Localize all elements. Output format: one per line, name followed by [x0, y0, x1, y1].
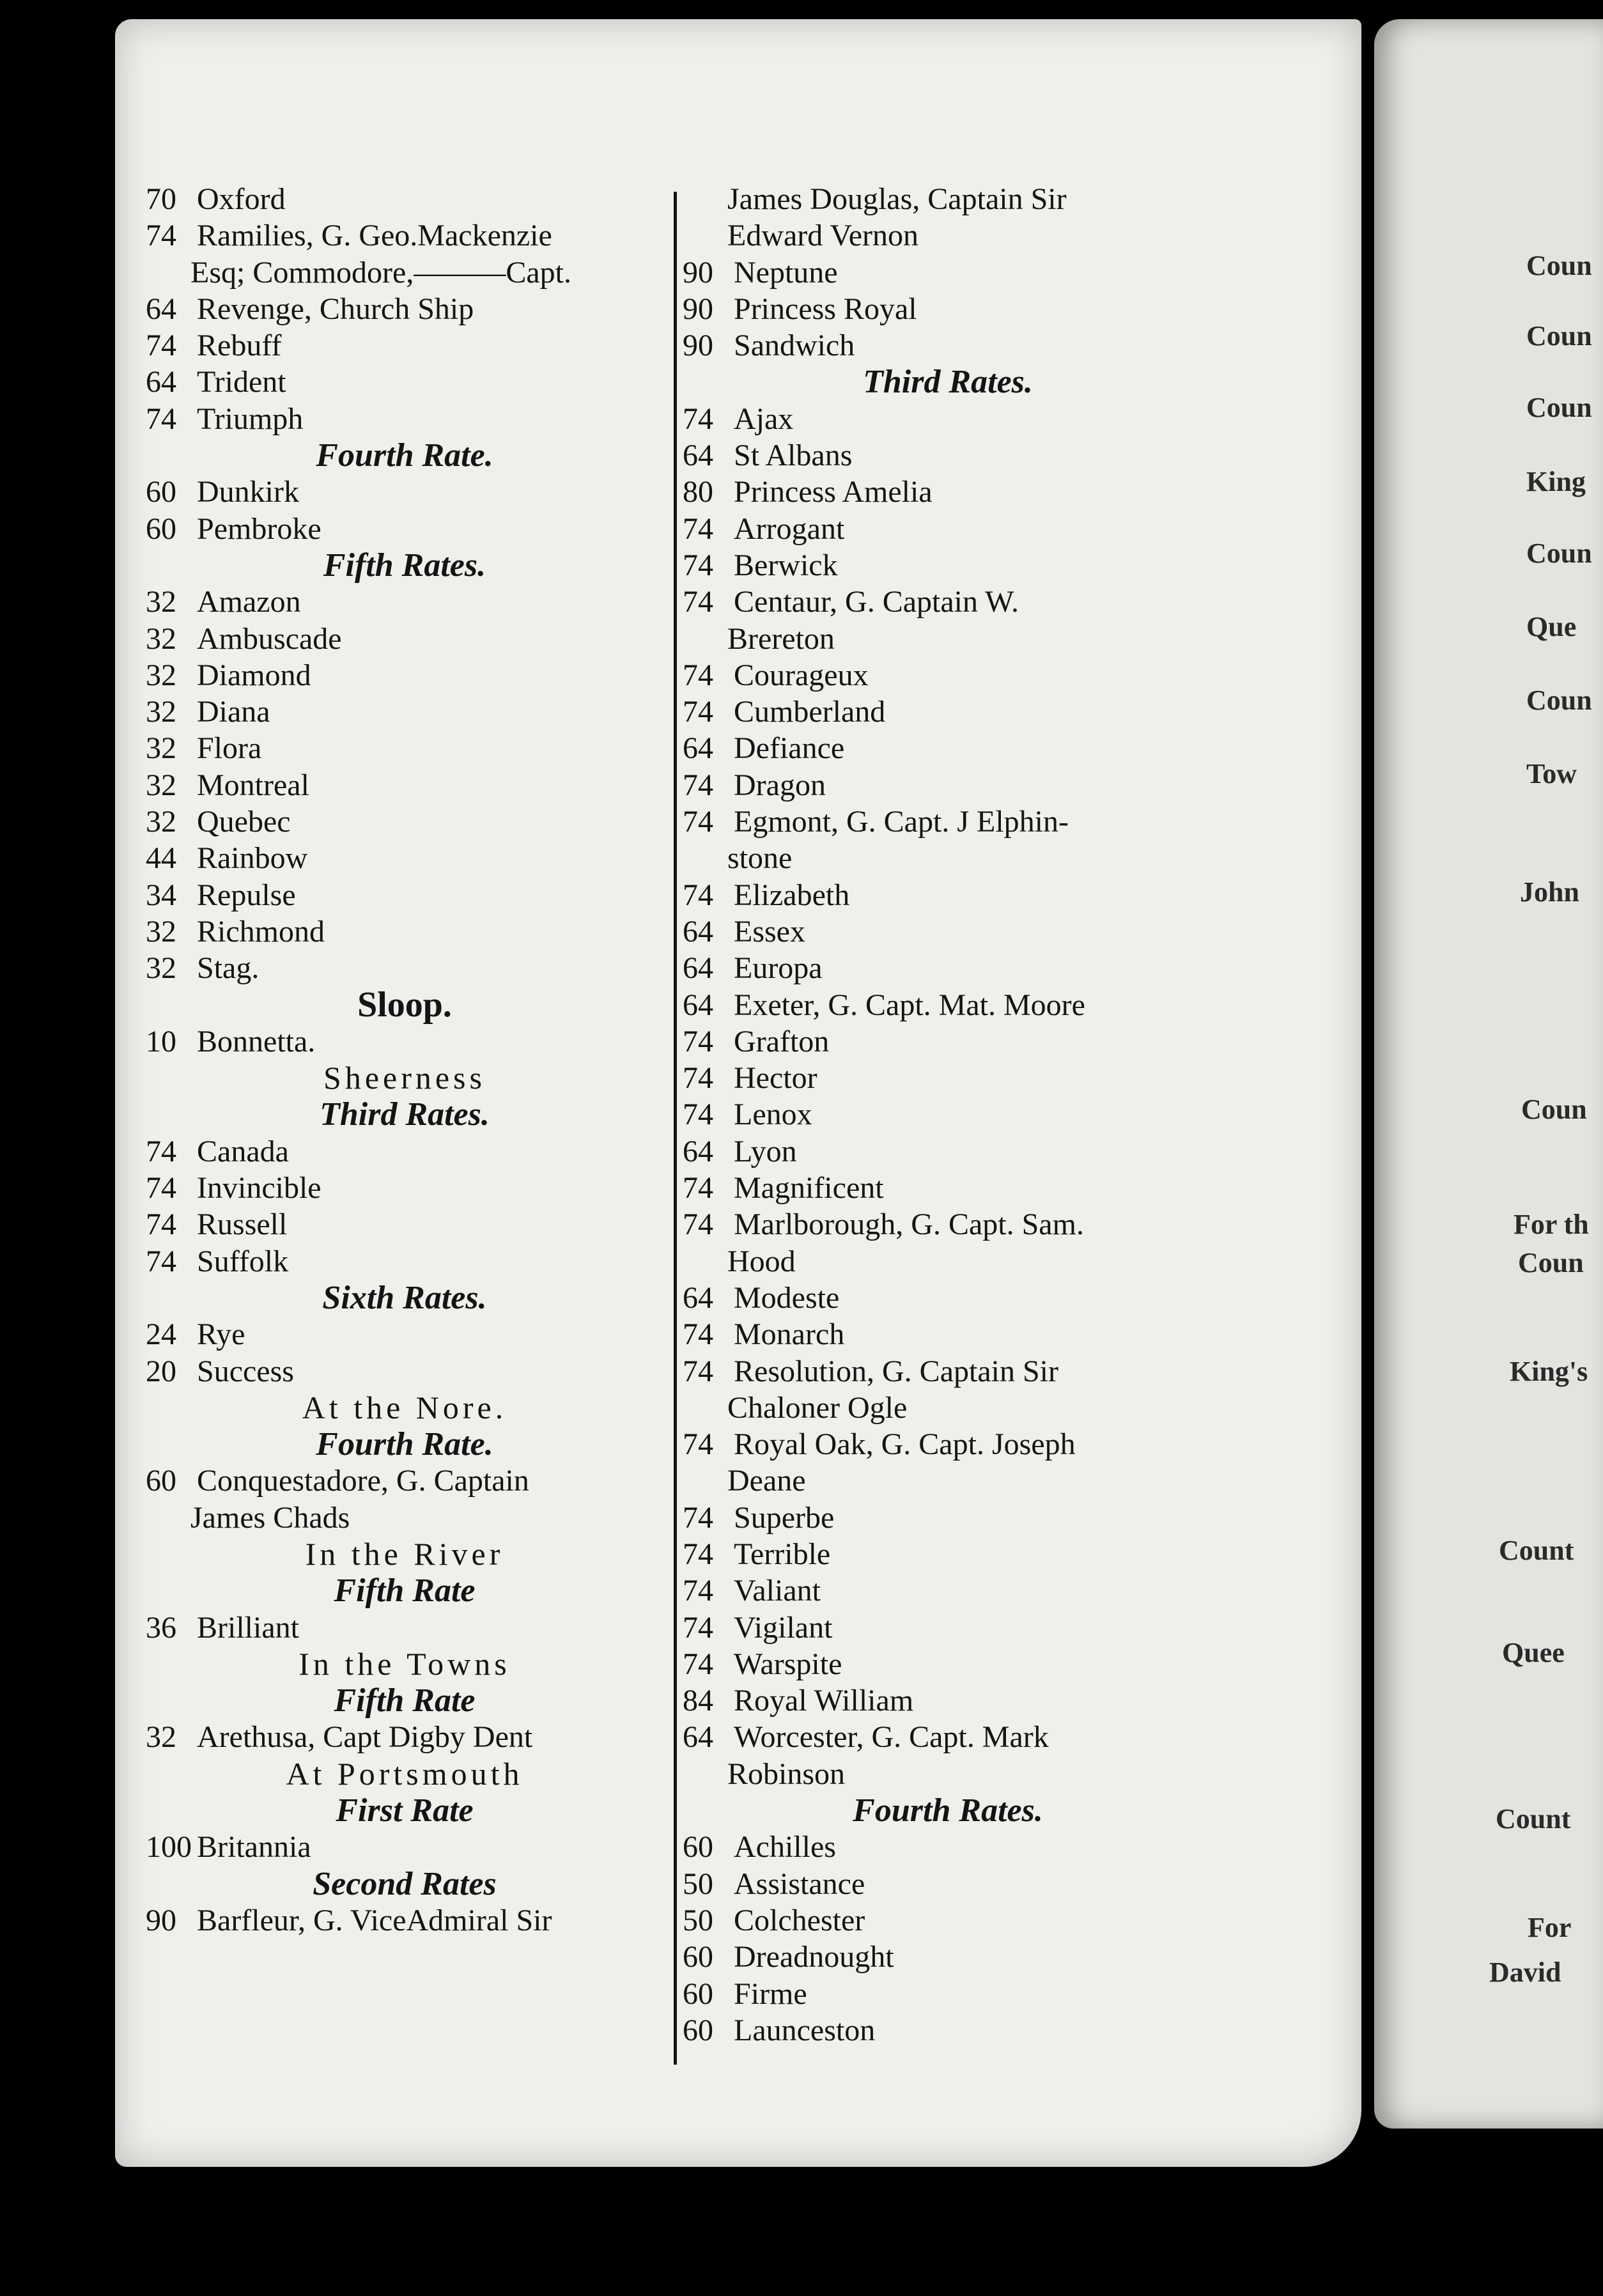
continuation-line: Brereton — [727, 621, 835, 656]
gun-rating: 64 — [683, 951, 713, 986]
ship-name: Quebec — [197, 805, 291, 839]
ship-entry — [146, 950, 663, 986]
gun-rating: 64 — [146, 291, 176, 326]
ship-entry — [683, 877, 1213, 913]
ship-name: Repulse — [197, 878, 296, 912]
ship-name: Royal Oak, G. Capt. Joseph — [734, 1427, 1076, 1462]
gun-rating: 74 — [146, 1134, 176, 1168]
rate-heading: Sixth Rates. — [322, 1279, 487, 1316]
ship-entry — [683, 694, 1213, 730]
ship-entry — [146, 1610, 663, 1646]
ship-name: St Albans — [734, 438, 853, 473]
gun-rating: 32 — [146, 731, 176, 766]
adjacent-page-fragment: Coun — [1526, 685, 1592, 716]
ship-entry — [683, 950, 1213, 986]
gun-rating: 36 — [146, 1610, 176, 1645]
gun-rating: 64 — [683, 731, 713, 766]
adjacent-page-fragment: King's — [1510, 1356, 1588, 1387]
adjacent-page-fragment: Coun — [1526, 538, 1592, 569]
adjacent-page-fragment: David — [1489, 1957, 1561, 1988]
ship-name: Princess Royal — [734, 291, 917, 326]
ship-entry — [683, 803, 1213, 840]
ship-entry — [683, 2012, 1213, 2049]
rate-heading: Third Rates. — [320, 1096, 490, 1133]
ship-entry — [683, 1133, 1213, 1170]
ship-entry — [683, 767, 1213, 803]
ship-name: Ramilies, G. Geo.Mackenzie — [197, 219, 552, 253]
adjacent-page-fragment: Coun — [1521, 1094, 1587, 1125]
ship-name: Pembroke — [197, 511, 321, 546]
ship-entry — [146, 1462, 663, 1499]
continuation-line: Chaloner Ogle — [727, 1390, 908, 1425]
ship-entry — [146, 621, 663, 657]
ship-name: Magnificent — [734, 1171, 884, 1206]
ship-entry — [683, 1572, 1213, 1609]
ship-name: Ajax — [734, 401, 794, 436]
ship-name: Brilliant — [197, 1610, 299, 1645]
continuation-line: Deane — [727, 1464, 806, 1498]
continuation-line: James Chads — [190, 1500, 350, 1535]
ship-entry — [146, 1353, 663, 1390]
ship-name: Rainbow — [197, 841, 308, 876]
rate-heading: Fourth Rate. — [316, 437, 493, 474]
ship-entry — [683, 254, 1213, 291]
ship-name: Success — [197, 1354, 294, 1388]
continuation-line: Robinson — [727, 1757, 846, 1791]
gun-rating: 74 — [146, 1244, 176, 1278]
ship-entry — [146, 913, 663, 950]
ship-entry — [146, 657, 663, 694]
ship-entry — [683, 1206, 1213, 1243]
ship-entry — [146, 1023, 663, 1060]
ship-name: Launceston — [734, 2013, 876, 2047]
gun-rating: 74 — [683, 805, 713, 839]
ship-entry — [146, 217, 663, 254]
column-divider — [674, 192, 677, 2065]
ship-name: Flora — [197, 731, 262, 766]
gun-rating: 74 — [683, 401, 713, 436]
ship-name: Superbe — [734, 1500, 835, 1535]
adjacent-page-fragment: Coun — [1526, 320, 1592, 352]
gun-rating: 74 — [146, 219, 176, 253]
gun-rating: 32 — [146, 951, 176, 986]
gun-rating: 90 — [683, 329, 713, 363]
gun-rating: 74 — [683, 1427, 713, 1462]
gun-rating: 74 — [683, 695, 713, 729]
gun-rating: 74 — [683, 1207, 713, 1242]
ship-name: Rye — [197, 1317, 245, 1352]
station-heading: At Portsmouth — [286, 1755, 523, 1792]
gun-rating: 74 — [683, 658, 713, 692]
rate-heading: Second Rates — [313, 1865, 497, 1902]
ship-name: Diamond — [197, 658, 311, 692]
ship-name: Ambuscade — [197, 621, 342, 656]
gun-rating: 24 — [146, 1317, 176, 1352]
ship-name: Assistance — [734, 1866, 865, 1901]
gun-rating: 74 — [683, 1500, 713, 1535]
continuation-line: Esq; Commodore,———Capt. — [190, 255, 571, 290]
gun-rating: 20 — [146, 1354, 176, 1388]
ship-entry — [683, 327, 1213, 364]
gun-rating: 44 — [146, 841, 176, 876]
gun-rating: 60 — [683, 1976, 713, 2011]
ship-name: Revenge, Church Ship — [197, 291, 474, 326]
gun-rating: 60 — [683, 1940, 713, 1974]
ship-name: Elizabeth — [734, 878, 850, 912]
ship-name: Dunkirk — [197, 475, 299, 509]
gun-rating: 70 — [146, 182, 176, 216]
ship-entry — [683, 1682, 1213, 1719]
gun-rating: 32 — [146, 805, 176, 839]
ship-name: Richmond — [197, 914, 325, 949]
ship-name: Diana — [197, 695, 270, 729]
ship-name: Berwick — [734, 548, 838, 582]
adjacent-page-fragment: Coun — [1526, 392, 1592, 423]
ship-entry — [683, 1353, 1213, 1390]
ship-entry — [683, 291, 1213, 327]
ship-entry — [146, 1316, 663, 1353]
ship-name: Stag. — [197, 951, 259, 986]
gun-rating: 64 — [683, 1134, 713, 1168]
ship-entry — [683, 1610, 1213, 1646]
gun-rating: 60 — [146, 475, 176, 509]
ship-entry — [146, 840, 663, 876]
ship-name: Essex — [734, 914, 805, 949]
gun-rating: 32 — [146, 914, 176, 949]
ship-entry — [683, 1829, 1213, 1865]
station-heading: At the Nore. — [302, 1389, 507, 1425]
ship-name: Cumberland — [734, 695, 886, 729]
ship-entry — [683, 987, 1213, 1023]
ship-entry — [146, 327, 663, 364]
ship-entry — [683, 1646, 1213, 1682]
ship-name: Arethusa, Capt Digby Dent — [197, 1720, 533, 1755]
gun-rating: 74 — [146, 401, 176, 436]
ship-entry — [683, 657, 1213, 694]
ship-entry — [683, 401, 1213, 437]
ship-name: Firme — [734, 1976, 807, 2011]
ship-name: Britannia — [197, 1830, 311, 1865]
ship-entry — [683, 1060, 1213, 1096]
ship-entry — [146, 877, 663, 913]
ship-entry — [683, 1023, 1213, 1060]
ship-name: Defiance — [734, 731, 845, 766]
ship-name: Arrogant — [734, 511, 845, 546]
ship-entry — [683, 1866, 1213, 1902]
gun-rating: 74 — [683, 1171, 713, 1206]
ship-name: Worcester, G. Capt. Mark — [734, 1720, 1049, 1755]
gun-rating: 74 — [683, 1574, 713, 1608]
rate-heading: Fifth Rate — [334, 1572, 476, 1610]
gun-rating: 64 — [683, 914, 713, 949]
ship-name: Lyon — [734, 1134, 797, 1168]
left-column — [146, 181, 663, 1939]
adjacent-page-fragment: King — [1526, 466, 1586, 497]
adjacent-page-fragment: Tow — [1526, 758, 1577, 789]
gun-rating: 60 — [683, 1830, 713, 1865]
ship-entry — [146, 584, 663, 620]
ship-entry — [683, 1280, 1213, 1316]
gun-rating: 74 — [683, 1354, 713, 1388]
ship-name: Achilles — [734, 1830, 836, 1865]
ship-name: Suffolk — [197, 1244, 289, 1278]
gun-rating: 74 — [683, 585, 713, 619]
ship-name: Marlborough, G. Capt. Sam. — [734, 1207, 1084, 1242]
ship-name: Hector — [734, 1061, 817, 1096]
gun-rating: 80 — [683, 475, 713, 509]
gun-rating: 64 — [683, 1720, 713, 1755]
ship-entry — [146, 1902, 663, 1939]
adjacent-page-fragment: For — [1528, 1912, 1572, 1943]
ship-entry — [146, 474, 663, 510]
adjacent-page-fragment: Coun — [1526, 250, 1592, 281]
gun-rating: 32 — [146, 768, 176, 802]
gun-rating: 90 — [683, 255, 713, 290]
ship-entry — [146, 511, 663, 547]
ship-name: Canada — [197, 1134, 289, 1168]
adjacent-page-fragment: Count — [1499, 1535, 1574, 1566]
ship-name: Trident — [197, 365, 286, 399]
gun-rating: 60 — [146, 511, 176, 546]
ship-entry — [683, 1902, 1213, 1939]
ship-name: Vigilant — [734, 1610, 833, 1645]
gun-rating: 50 — [683, 1903, 713, 1937]
ship-name: Terrible — [734, 1537, 831, 1571]
gun-rating: 74 — [683, 768, 713, 802]
ship-name: Oxford — [197, 182, 286, 216]
ship-entry — [146, 694, 663, 730]
gun-rating: 32 — [146, 695, 176, 729]
ship-entry — [146, 1719, 663, 1755]
gun-rating: 74 — [683, 1098, 713, 1132]
gun-rating: 100 — [146, 1830, 192, 1865]
adjacent-page-fragment: Quee — [1502, 1637, 1565, 1668]
ship-entry — [683, 1536, 1213, 1572]
ship-name: Centaur, G. Captain W. — [734, 585, 1019, 619]
ship-entry — [683, 1500, 1213, 1536]
gun-rating: 64 — [146, 365, 176, 399]
gun-rating: 84 — [683, 1684, 713, 1718]
station-heading: In the River — [305, 1535, 504, 1572]
ship-name: Montreal — [197, 768, 309, 802]
ship-entry — [146, 291, 663, 327]
ship-name: Invincible — [197, 1171, 321, 1206]
ship-name: Exeter, G. Capt. Mat. Moore — [734, 988, 1085, 1022]
ship-entry — [683, 730, 1213, 766]
adjacent-page-fragment: Coun — [1518, 1247, 1584, 1278]
ship-name: Rebuff — [197, 329, 282, 363]
gun-rating: 74 — [683, 1647, 713, 1681]
continuation-line: James Douglas, Captain Sir — [727, 182, 1067, 216]
station-heading: Sheerness — [323, 1060, 486, 1096]
ship-name: Resolution, G. Captain Sir — [734, 1354, 1058, 1388]
gun-rating: 10 — [146, 1024, 176, 1059]
ship-entry — [683, 1719, 1213, 1755]
ship-name: Barfleur, G. ViceAdmiral Sir — [197, 1903, 552, 1937]
continuation-line: Hood — [727, 1244, 796, 1278]
ship-name: Warspite — [734, 1647, 842, 1681]
rate-heading: Third Rates. — [863, 364, 1033, 401]
gun-rating: 74 — [683, 878, 713, 912]
gun-rating: 32 — [146, 621, 176, 656]
ship-name: Grafton — [734, 1024, 830, 1059]
class-heading: Sloop. — [357, 984, 452, 1025]
continuation-line: stone — [727, 841, 793, 876]
adjacent-page-fragment: For th — [1514, 1209, 1589, 1240]
ship-name: Modeste — [734, 1280, 840, 1315]
gun-rating: 34 — [146, 878, 176, 912]
right-column — [683, 181, 1213, 2049]
gun-rating: 32 — [146, 585, 176, 619]
ship-name: Triumph — [197, 401, 304, 436]
station-heading: In the Towns — [298, 1645, 511, 1682]
ship-name: Russell — [197, 1207, 288, 1242]
gun-rating: 74 — [683, 1061, 713, 1096]
ship-entry — [146, 401, 663, 437]
gun-rating: 60 — [683, 2013, 713, 2047]
ship-name: Princess Amelia — [734, 475, 933, 509]
ship-entry — [683, 437, 1213, 474]
gun-rating: 74 — [146, 1207, 176, 1242]
ship-name: Dreadnought — [734, 1940, 894, 1974]
ship-entry — [146, 730, 663, 766]
gun-rating: 74 — [683, 548, 713, 582]
ship-entry — [683, 913, 1213, 950]
ship-entry — [146, 1243, 663, 1280]
ship-name: Courageux — [734, 658, 869, 692]
ship-name: Sandwich — [734, 329, 855, 363]
ship-entry — [683, 1096, 1213, 1133]
ship-entry — [146, 364, 663, 400]
ship-name: Conquestadore, G. Captain — [197, 1464, 529, 1498]
ship-name: Egmont, G. Capt. J Elphin- — [734, 805, 1069, 839]
ship-entry — [146, 181, 663, 217]
ship-entry — [683, 584, 1213, 620]
ship-name: Lenox — [734, 1098, 812, 1132]
ship-name: Amazon — [197, 585, 301, 619]
gun-rating: 50 — [683, 1866, 713, 1901]
gun-rating: 74 — [146, 329, 176, 363]
ship-entry — [683, 1939, 1213, 1975]
gun-rating: 32 — [146, 658, 176, 692]
ship-name: Colchester — [734, 1903, 865, 1937]
ship-entry — [683, 1316, 1213, 1353]
ship-entry — [146, 1829, 663, 1865]
gun-rating: 64 — [683, 988, 713, 1022]
gun-rating: 74 — [683, 1537, 713, 1571]
ship-entry — [146, 803, 663, 840]
gun-rating: 74 — [683, 1024, 713, 1059]
ship-name: Dragon — [734, 768, 826, 802]
gun-rating: 64 — [683, 438, 713, 473]
gun-rating: 74 — [683, 511, 713, 546]
ship-name: Bonnetta. — [197, 1024, 316, 1059]
rate-heading: Fifth Rate — [334, 1682, 476, 1719]
gun-rating: 32 — [146, 1720, 176, 1755]
adjacent-page-fragment: Que — [1526, 611, 1577, 642]
ship-entry — [683, 511, 1213, 547]
gun-rating: 74 — [683, 1317, 713, 1352]
continuation-line: Edward Vernon — [727, 219, 919, 253]
ship-entry — [146, 1133, 663, 1170]
rate-heading: Fourth Rates. — [853, 1792, 1043, 1829]
ship-name: Royal William — [734, 1684, 914, 1718]
gun-rating: 64 — [683, 1280, 713, 1315]
rate-heading: Fourth Rate. — [316, 1426, 493, 1463]
gun-rating: 90 — [683, 291, 713, 326]
ship-entry — [683, 1170, 1213, 1206]
gun-rating: 60 — [146, 1464, 176, 1498]
ship-name: Monarch — [734, 1317, 845, 1352]
ship-entry — [683, 547, 1213, 584]
gun-rating: 90 — [146, 1903, 176, 1937]
ship-entry — [146, 1170, 663, 1206]
rate-heading: Fifth Rates. — [323, 547, 486, 584]
adjacent-page-fragment: Count — [1496, 1803, 1571, 1834]
ship-entry — [683, 1426, 1213, 1462]
ship-entry — [146, 1206, 663, 1243]
adjacent-page-fragment: John — [1520, 876, 1579, 908]
ship-entry — [683, 474, 1213, 510]
gun-rating: 74 — [146, 1171, 176, 1206]
ship-name: Europa — [734, 951, 823, 986]
ship-name: Valiant — [734, 1574, 821, 1608]
rate-heading: First Rate — [336, 1792, 474, 1829]
ship-entry — [146, 767, 663, 803]
ship-entry — [683, 1976, 1213, 2012]
gun-rating: 74 — [683, 1610, 713, 1645]
ship-name: Neptune — [734, 255, 838, 290]
